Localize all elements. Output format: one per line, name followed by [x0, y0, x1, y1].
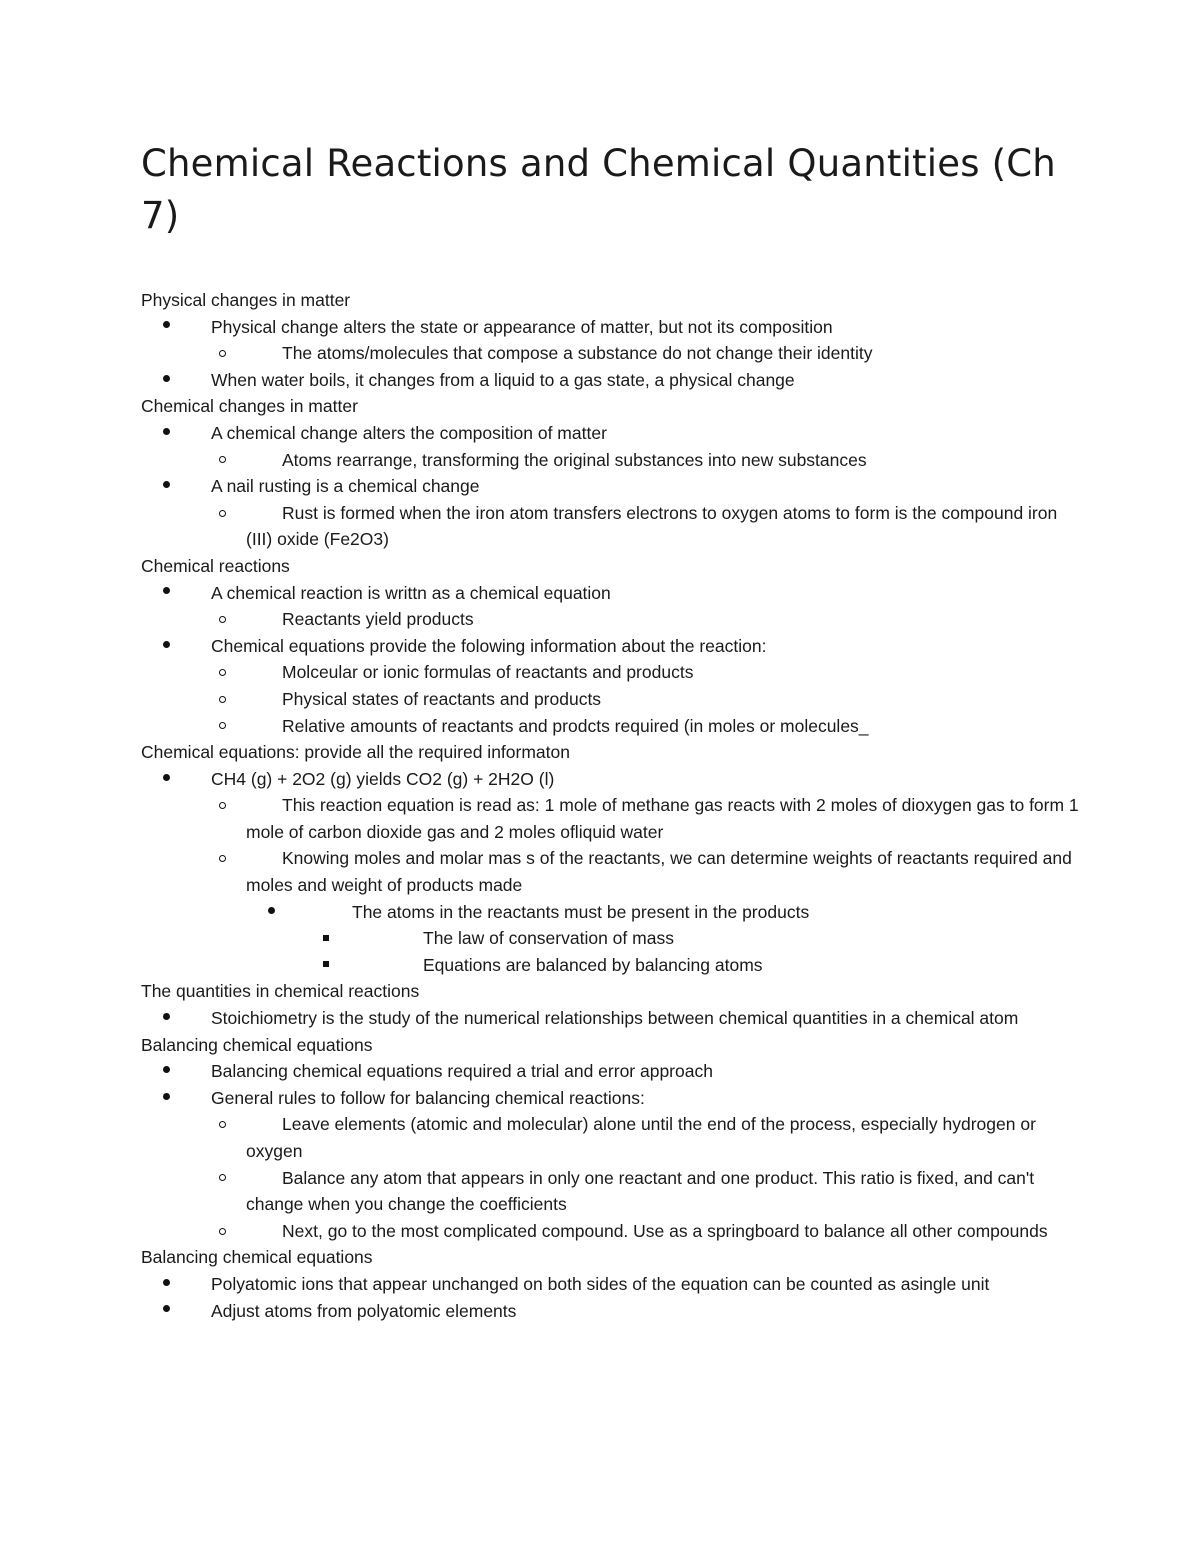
section-heading: Physical changes in matter [141, 290, 351, 310]
list-item-text: Relative amounts of reactants and prodcts required (in moles or molecules_ [282, 715, 869, 736]
bullet-circle-icon [216, 500, 228, 527]
section-heading: Balancing chemical equations [141, 1034, 373, 1055]
bullet-dot-icon [160, 1085, 172, 1112]
list-item [211, 473, 1071, 500]
bullet-dot-icon [265, 899, 277, 926]
bullet-circle-icon [216, 659, 228, 686]
list-item [282, 447, 1082, 474]
list-item-text: Stoichiometry is the study of the numerical relationships between chemical quantities in a chemical atom [211, 1008, 1019, 1029]
list-item [246, 1165, 1082, 1218]
list-item [211, 314, 1071, 341]
bullet-square-icon [320, 925, 332, 952]
bullet-dot-icon [160, 633, 172, 660]
list-item-text: Chemical equations provide the folowing information about the reaction: [211, 635, 767, 656]
list-item-text: Equations are balanced by balancing atoms [423, 954, 763, 975]
list-item [211, 633, 1071, 660]
list-item [282, 340, 1082, 367]
bullet-circle-icon [216, 845, 228, 872]
list-item [211, 1058, 1071, 1085]
list-item [211, 1085, 1071, 1112]
list-item [246, 845, 1082, 898]
bullet-dot-icon [160, 1298, 172, 1325]
list-item-text: Knowing moles and molar mas s of the reactants, we can determine weights of reactants required and moles and weight of products made [246, 848, 1072, 896]
bullet-dot-icon [160, 1005, 172, 1032]
section-heading: Chemical changes in matter [141, 396, 358, 417]
list-item-text: When water boils, it changes from a liquid to a gas state, a physical change [211, 369, 795, 390]
list-item [282, 606, 1082, 633]
bullet-dot-icon [160, 1058, 172, 1085]
list-item-text: This reaction equation is read as: 1 mole of methane gas reacts with 2 moles of dioxygen gas to form 1 mole of carbon dioxide gas and 2 moles ofliquid water [246, 795, 1079, 842]
list-item [211, 1298, 1071, 1325]
list-item-text: A chemical reaction is writtn as a chemical equation [211, 582, 611, 603]
bullet-dot-icon [160, 580, 172, 607]
bullet-dot-icon [160, 367, 172, 394]
list-item-text: Adjust atoms from polyatomic elements [211, 1300, 517, 1321]
list-item [246, 500, 1082, 553]
bullet-dot-icon [160, 420, 172, 447]
section-heading: Balancing chemical equations [141, 1247, 373, 1268]
bullet-circle-icon [216, 1165, 228, 1192]
list-item-text: Reactants yield products [282, 609, 474, 630]
list-item [195, 1271, 1071, 1298]
bullet-circle-icon [216, 340, 228, 367]
bullet-circle-icon [216, 1218, 228, 1245]
list-item-text: The atoms/molecules that compose a substance do not change their identity [282, 343, 873, 364]
bullet-circle-icon [216, 792, 228, 819]
list-item [352, 899, 1072, 926]
bullet-dot-icon [160, 473, 172, 500]
list-item [195, 1005, 1071, 1032]
list-item-text: Molceular or ionic formulas of reactants and products [282, 662, 694, 683]
list-item-text: Atoms rearrange, transforming the original substances into new substances [282, 449, 867, 470]
document-body [0, 287, 1200, 1324]
list-item [282, 659, 1082, 686]
document-title: Chemical Reactions and Chemical Quantities (Ch 7) [141, 142, 1056, 237]
list-item [282, 686, 1082, 713]
list-item-text: Next, go to the most complicated compound. Use as a springboard to balance all other compounds [282, 1220, 1048, 1241]
list-item [211, 580, 1071, 607]
section-heading: Chemical reactions [141, 555, 290, 576]
list-item-text: Physical change alters the state or appearance of matter, but not its composition [211, 316, 833, 337]
bullet-circle-icon [216, 686, 228, 713]
list-item-text: The atoms in the reactants must be present in the products [352, 901, 810, 922]
list-item [211, 420, 1071, 447]
list-item [423, 925, 1073, 952]
bullet-dot-icon [160, 314, 172, 341]
list-item-text: Leave elements (atomic and molecular) alone until the end of the process, especially hydrogen or oxygen [246, 1114, 1036, 1161]
list-item-text: Balancing chemical equations required a trial and error approach [211, 1061, 713, 1082]
bullet-circle-icon [216, 1111, 228, 1138]
bullet-square-icon [320, 952, 332, 979]
list-item [211, 367, 1071, 394]
list-item-text: A chemical change alters the composition of matter [211, 422, 607, 443]
list-item-text: Balance any atom that appears in only one reactant and one product. This ratio is fixed, and can't change when you change the coefficients [246, 1167, 1035, 1215]
list-item [246, 1218, 1082, 1245]
bullet-dot-icon [160, 766, 172, 793]
list-item [246, 792, 1082, 845]
bullet-circle-icon [216, 447, 228, 474]
list-item-text: The law of conservation of mass [423, 928, 674, 949]
section-heading: The quantities in chemical reactions [141, 981, 420, 1002]
bullet-circle-icon [216, 606, 228, 633]
list-item [211, 766, 1071, 793]
list-item [246, 1111, 1082, 1164]
bullet-circle-icon [216, 713, 228, 740]
bullet-dot-icon [160, 1271, 172, 1298]
list-item-text: CH4 (g) + 2O2 (g) yields CO2 (g) + 2H2O (l) [211, 768, 555, 789]
list-item-text: General rules to follow for balancing chemical reactions: [211, 1087, 645, 1108]
list-item [282, 713, 1082, 740]
list-item [423, 952, 1073, 979]
list-item-text: Polyatomic ions that appear unchanged on both sides of the equation can be counted as asingle unit [211, 1273, 990, 1294]
list-item-text: Rust is formed when the iron atom transfers electrons to oxygen atoms to form is the compound iron (III) oxide (Fe2O3) [246, 502, 1058, 550]
list-item-text: A nail rusting is a chemical change [211, 476, 480, 497]
list-item-text: Physical states of reactants and products [282, 688, 602, 709]
section-heading: Chemical equations: provide all the required informaton [141, 742, 570, 763]
